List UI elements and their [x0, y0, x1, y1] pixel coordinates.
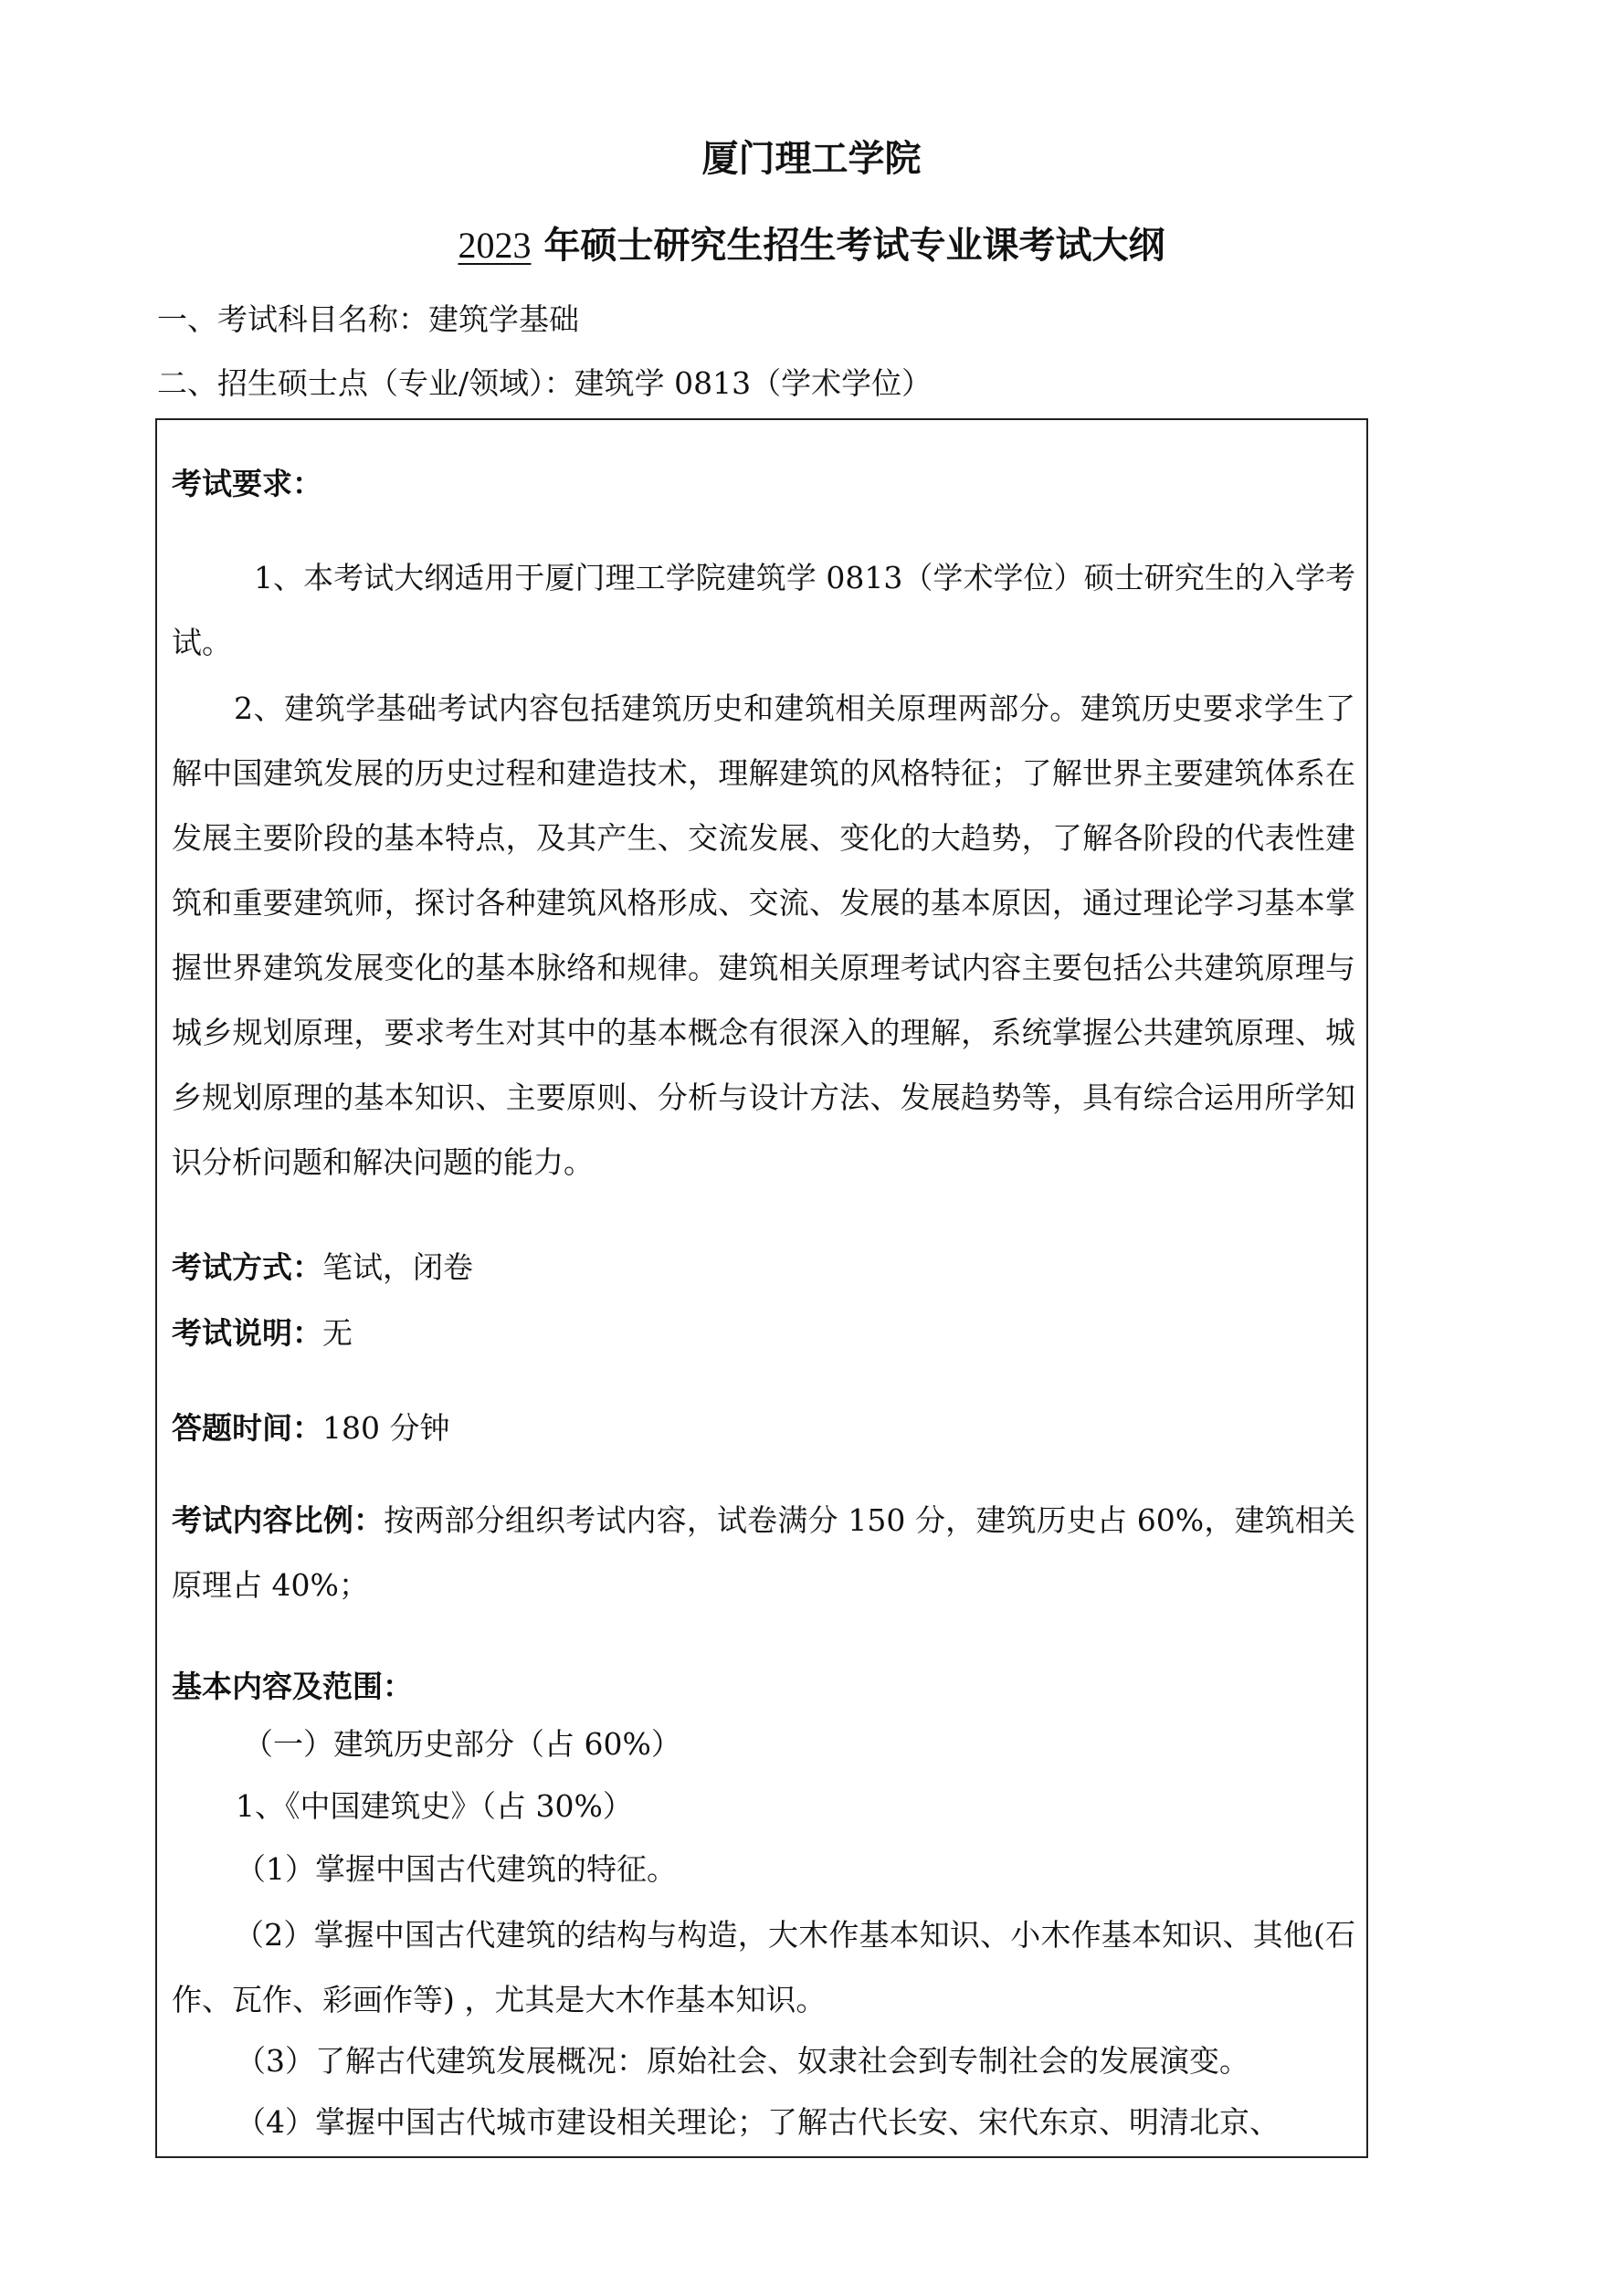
answer-time: [172, 1410, 449, 1447]
requirements-heading: [172, 466, 322, 502]
section-architecture-history: （一）建筑历史部分（占 60%）: [243, 1726, 681, 1762]
content-ratio: [172, 1488, 1355, 1617]
subsection-chinese-architecture: 1、《中国建筑史》（占 30%）: [236, 1788, 633, 1824]
scope-label: 基本内容及范围：: [172, 1669, 413, 1704]
answer-time-label: 答题时间：: [172, 1410, 322, 1446]
exam-year: 2023: [458, 225, 532, 266]
content-ratio-value: 按两部分组织考试内容，试卷满分 150 分，建筑历史占 60%，建筑相关原理占 40%；: [172, 1502, 1355, 1603]
list-item: （4）掌握中国古代城市建设相关理论；了解古代长安、宋代东京、明清北京、: [236, 2104, 1280, 2140]
program-line: 二、招生硕士点（专业/领域）：建筑学 0813（学术学位）: [157, 365, 933, 401]
content-ratio-label: 考试内容比例：: [172, 1502, 385, 1538]
requirements-label: 考试要求：: [172, 466, 322, 501]
exam-mode-value: 笔试，闭卷: [322, 1249, 473, 1285]
scope-heading: [172, 1669, 413, 1705]
document-title-text: 年硕士研究生招生考试专业课考试大纲: [543, 225, 1165, 267]
exam-mode-label: 考试方式：: [172, 1249, 322, 1285]
list-item: （3）了解古代建筑发展概况：原始社会、奴隶社会到专制社会的发展演变。: [236, 2043, 1249, 2079]
exam-note: [172, 1315, 353, 1352]
exam-note-value: 无: [322, 1315, 353, 1351]
requirement-2: 2、建筑学基础考试内容包括建筑历史和建筑相关原理两部分。建筑历史要求学生了解中国建筑发展的历史过程和建造技术，理解建筑的风格特征；了解世界主要建筑体系在发展主要阶段的基本特点，及其产生、交流发展、变化的大趋势，了解各阶段的代表性建筑和重要建筑师，探讨各种建筑风格形成、交流、发展的基本原因，通过理论学习基本掌握世界建筑发展变化的基本脉络和规律。建筑相关原理考试内容主要包括公共建筑原理与城乡规划原理，要求考生对其中的基本概念有很深入的理解，系统掌握公共建筑原理、城乡规划原理的基本知识、主要原则、分析与设计方法、发展趋势等，具有综合运用所学知识分析问题和解决问题的能力。: [172, 690, 1355, 1180]
exam-mode: [172, 1249, 473, 1286]
list-item: （2）掌握中国古代建筑的结构与构造，大木作基本知识、小木作基本知识、其他(石作、瓦作、彩画作等) ，尤其是大木作基本知识。: [172, 1917, 1355, 2017]
exam-subject-line: 一、考试科目名称：建筑学基础: [157, 301, 579, 337]
answer-time-value: 180 分钟: [322, 1410, 450, 1446]
list-item: （1）掌握中国古代建筑的特征。: [236, 1851, 677, 1887]
requirement-1: 1、本考试大纲适用于厦门理工学院建筑学 0813（学术学位）硕士研究生的入学考试。: [172, 560, 1355, 660]
exam-note-label: 考试说明：: [172, 1315, 322, 1351]
document-title: [0, 224, 1623, 268]
institution-title: 厦门理工学院: [701, 138, 922, 180]
